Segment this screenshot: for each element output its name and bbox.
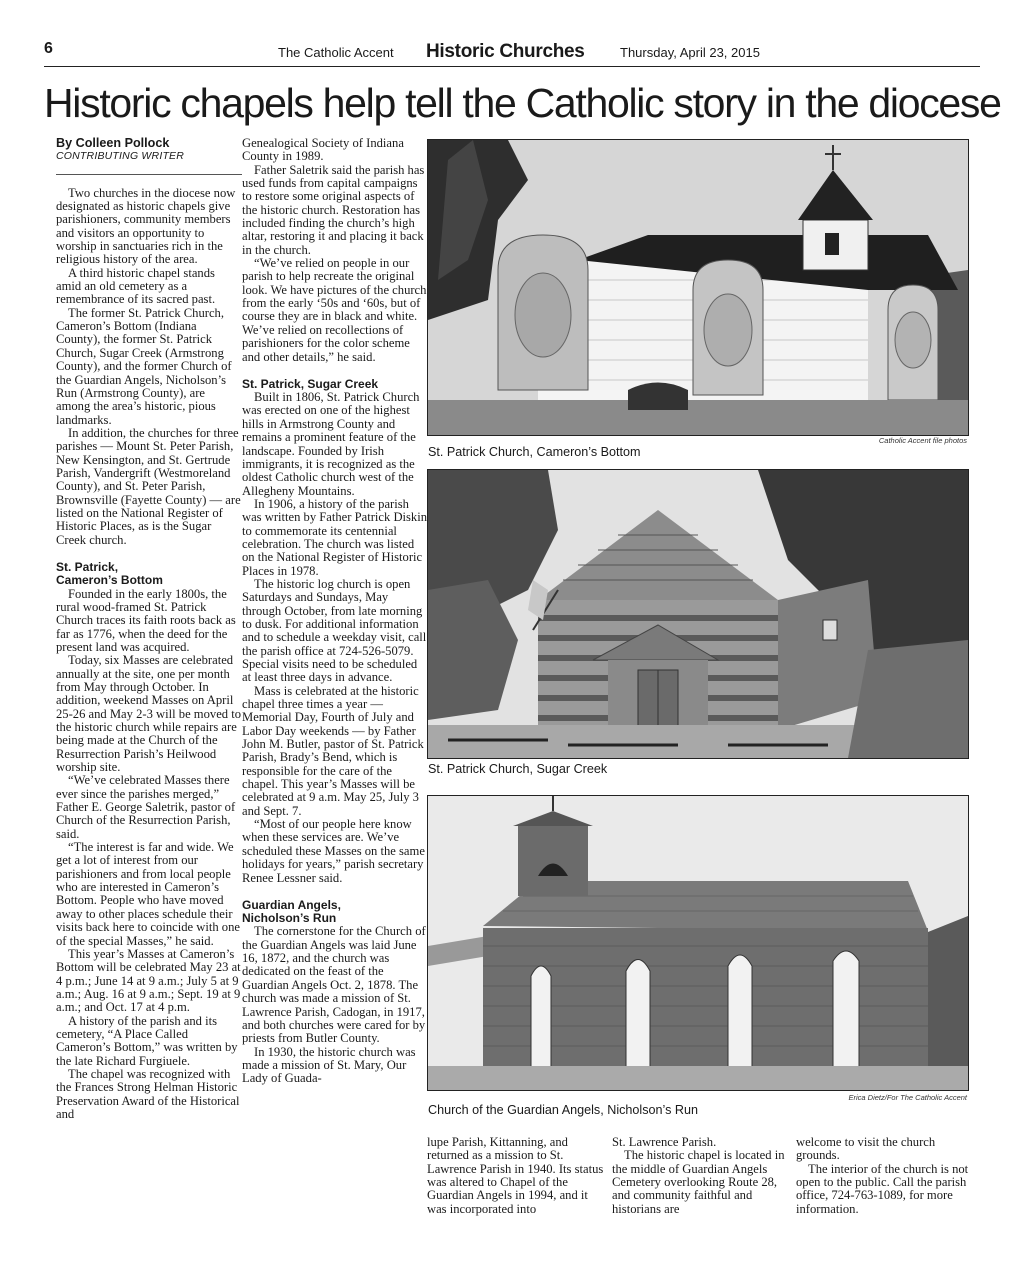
paragraph: “We’ve relied on people in our parish to help recreate the original look. We have pictures of the church from the early ‘50s and ‘60s, but of course they are in black and white. We’ve relied on recollections of parishioners for the color scheme and other details,” he said. bbox=[242, 256, 427, 364]
headline: Historic chapels help tell the Catholic story in the diocese bbox=[44, 80, 1001, 126]
paragraph: Father Saletrik said the parish has used funds from capital campaigns to restore some original aspects of the historic church. Restoration has included finding the church’s high altar, restoring it and placing it back in the church. bbox=[242, 162, 425, 257]
paragraph: welcome to visit the church grounds. bbox=[796, 1135, 936, 1163]
paragraph: In 1930, the historic church was made a mission of St. Mary, Our Lady of Guada- bbox=[242, 1044, 416, 1086]
subhead-line: Guardian Angels, bbox=[242, 897, 341, 912]
subhead-line: St. Patrick, bbox=[56, 559, 119, 574]
subhead-line: Cameron’s Bottom bbox=[56, 573, 163, 588]
article-column-4 bbox=[612, 1136, 792, 1216]
photo-sugar-creek bbox=[427, 469, 969, 759]
paragraph: “We’ve celebrated Masses there ever since the parishes merged,” Father E. George Saletrik, pastor of Church of the Resurrection Parish, said. bbox=[56, 773, 236, 841]
paragraph: The interior of the church is not open to the public. Call the parish office, 724-763-1089, for more information. bbox=[796, 1161, 969, 1216]
paragraph: The cornerstone for the Church of the Guardian Angels was laid June 16, 1872, and the church was dedicated on the feast of the Guardian Angels Oct. 2, 1878. The church was made a mission of St. Lawrence Parish, Cadogan, in 1917, and both churches were cared for by priests from Butler County. bbox=[242, 924, 426, 1046]
photo-caption: St. Patrick Church, Sugar Creek bbox=[428, 762, 608, 776]
paragraph: Genealogical Society of Indiana County in 1989. bbox=[242, 136, 404, 164]
article-column-5 bbox=[796, 1136, 970, 1216]
paragraph: In addition, the churches for three parishes — Mount St. Peter Parish, New Kensington, and St. Gertrude Parish, Vandergrift (Westmoreland County), and St. Peter Parish, Brownsville (Fayette County) — are listed on the National Register of Historic Places, as is the Sugar Creek church. bbox=[56, 425, 241, 547]
photo-guardian-angels-image bbox=[428, 796, 968, 1090]
paragraph: lupe Parish, Kittanning, and returned as a mission to St. Lawrence Parish in 1940. Its status was altered to Chapel of the Guardian Angels in 1994, and it was incorporated into bbox=[427, 1135, 604, 1216]
paragraph: Founded in the early 1800s, the rural wood-framed St. Patrick Church traces its faith roots back as far as 1776, when the deed for the present land was acquired. bbox=[56, 586, 236, 654]
paragraph: This year’s Masses at Cameron’s Bottom will be celebrated May 23 at 4 p.m.; June 14 at 9 a.m.; July 5 at 9 a.m.; Aug. 16 at 9 a.m.; Sept. 19 at 9 a.m.; and Oct. 17 at 4 p.m. bbox=[56, 946, 241, 1015]
subhead bbox=[56, 561, 242, 588]
photo-cameron-bottom-image bbox=[428, 140, 968, 435]
byline-name: By Colleen Pollock bbox=[56, 136, 170, 150]
section-title: Historic Churches bbox=[426, 41, 585, 62]
photo-credit: Erica Dietz/For The Catholic Accent bbox=[848, 1093, 967, 1102]
photo-caption: St. Patrick Church, Cameron’s Bottom bbox=[428, 445, 641, 459]
article-column-1 bbox=[56, 137, 242, 1121]
header-rule bbox=[44, 66, 980, 67]
publication-name: The Catholic Accent bbox=[278, 45, 394, 60]
byline-rule bbox=[56, 174, 242, 175]
photo-sugar-creek-image bbox=[428, 470, 968, 758]
paragraph: “Most of our people here know when these services are. We’ve scheduled these Masses on the same holidays for years,” parish secretary Renee Lessner said. bbox=[242, 817, 425, 885]
paragraph: In 1906, a history of the parish was written by Father Patrick Diskin to commemorate its centennial celebration. The church was listed on the National Register of Historic Places in 1978. bbox=[242, 496, 428, 578]
paragraph: The chapel was recognized with the Frances Strong Helman Historic Preservation Award of the Historical and bbox=[56, 1066, 240, 1121]
byline-title: CONTRIBUTING WRITER bbox=[56, 150, 185, 163]
photo-credit: Catholic Accent file photos bbox=[878, 436, 967, 445]
page-number: 6 bbox=[44, 40, 53, 57]
article-column-2 bbox=[242, 137, 428, 1086]
photo-caption: Church of the Guardian Angels, Nicholson’s Run bbox=[428, 1103, 698, 1117]
paragraph: Built in 1806, St. Patrick Church was erected on one of the highest hills in Armstrong County and remains a prominent feature of the landscape. Founded by Irish immigrants, it is recognized as the oldest Catholic church west of the Allegheny Mountains. bbox=[242, 390, 420, 498]
paragraph: Today, six Masses are celebrated annually at the site, one per month from May through October. In addition, weekend Masses on April 25-26 and May 2-3 will be moved to the historic church while repairs are being made at the Church of the Resurrection Parish’s Heilwood worship site. bbox=[56, 653, 242, 775]
subhead bbox=[242, 899, 428, 926]
paragraph: A history of the parish and its cemetery, “A Place Called Cameron’s Bottom,” was written by the late Richard Furgiuele. bbox=[56, 1013, 238, 1068]
subhead-line: Nicholson’s Run bbox=[242, 911, 337, 926]
article-column-3 bbox=[427, 1136, 607, 1216]
paragraph: The former St. Patrick Church, Cameron’s Bottom (Indiana County), the former St. Patrick Church, Sugar Creek (Armstrong County), and the former Church of the Guardian Angels, Nicholson’s Run (Armstrong County), are among the area’s historic, pious landmarks. bbox=[56, 305, 232, 427]
paragraph: Mass is celebrated at the historic chapel three times a year — Memorial Day, Fourth of July and Labor Day weekends — by Father John M. Butler, pastor of St. Patrick Parish, Brady’s Bend, which is responsible for the care of the chapel. This year’s Masses will be celebrated at 9 a.m. May 25, July 3 and Sept. 7. bbox=[242, 683, 424, 818]
paragraph: The historic chapel is located in the middle of Guardian Angels Cemetery overlooking Route 28, and community faithful and historians are bbox=[612, 1148, 785, 1216]
paragraph: A third historic chapel stands amid an old cemetery as a remembrance of its sacred past. bbox=[56, 265, 216, 307]
paragraph: Two churches in the diocese now designated as historic chapels give parishioners, community members and visitors an opportunity to worship in sanctuaries rich in the religious history of the area. bbox=[56, 185, 236, 267]
paragraph: “The interest is far and wide. We get a lot of interest from our parishioners and from local people who are interested in Cameron’s Bottom. People who have moved away to other places schedule their visits back here to coincide with one of the special Masses,” he said. bbox=[56, 840, 240, 948]
photo-cameron-bottom bbox=[427, 139, 969, 436]
paragraph: The historic log church is open Saturdays and Sundays, May through October, from late morning to dusk. For additional information and to schedule a weekday visit, call the parish office at 724-526-5079. Special visits need to be scheduled at least three days in advance. bbox=[242, 576, 427, 685]
publication-date: Thursday, April 23, 2015 bbox=[620, 45, 760, 60]
photo-guardian-angels bbox=[427, 795, 969, 1091]
paragraph: St. Lawrence Parish. bbox=[612, 1135, 717, 1149]
subhead: St. Patrick, Sugar Creek bbox=[242, 376, 379, 391]
